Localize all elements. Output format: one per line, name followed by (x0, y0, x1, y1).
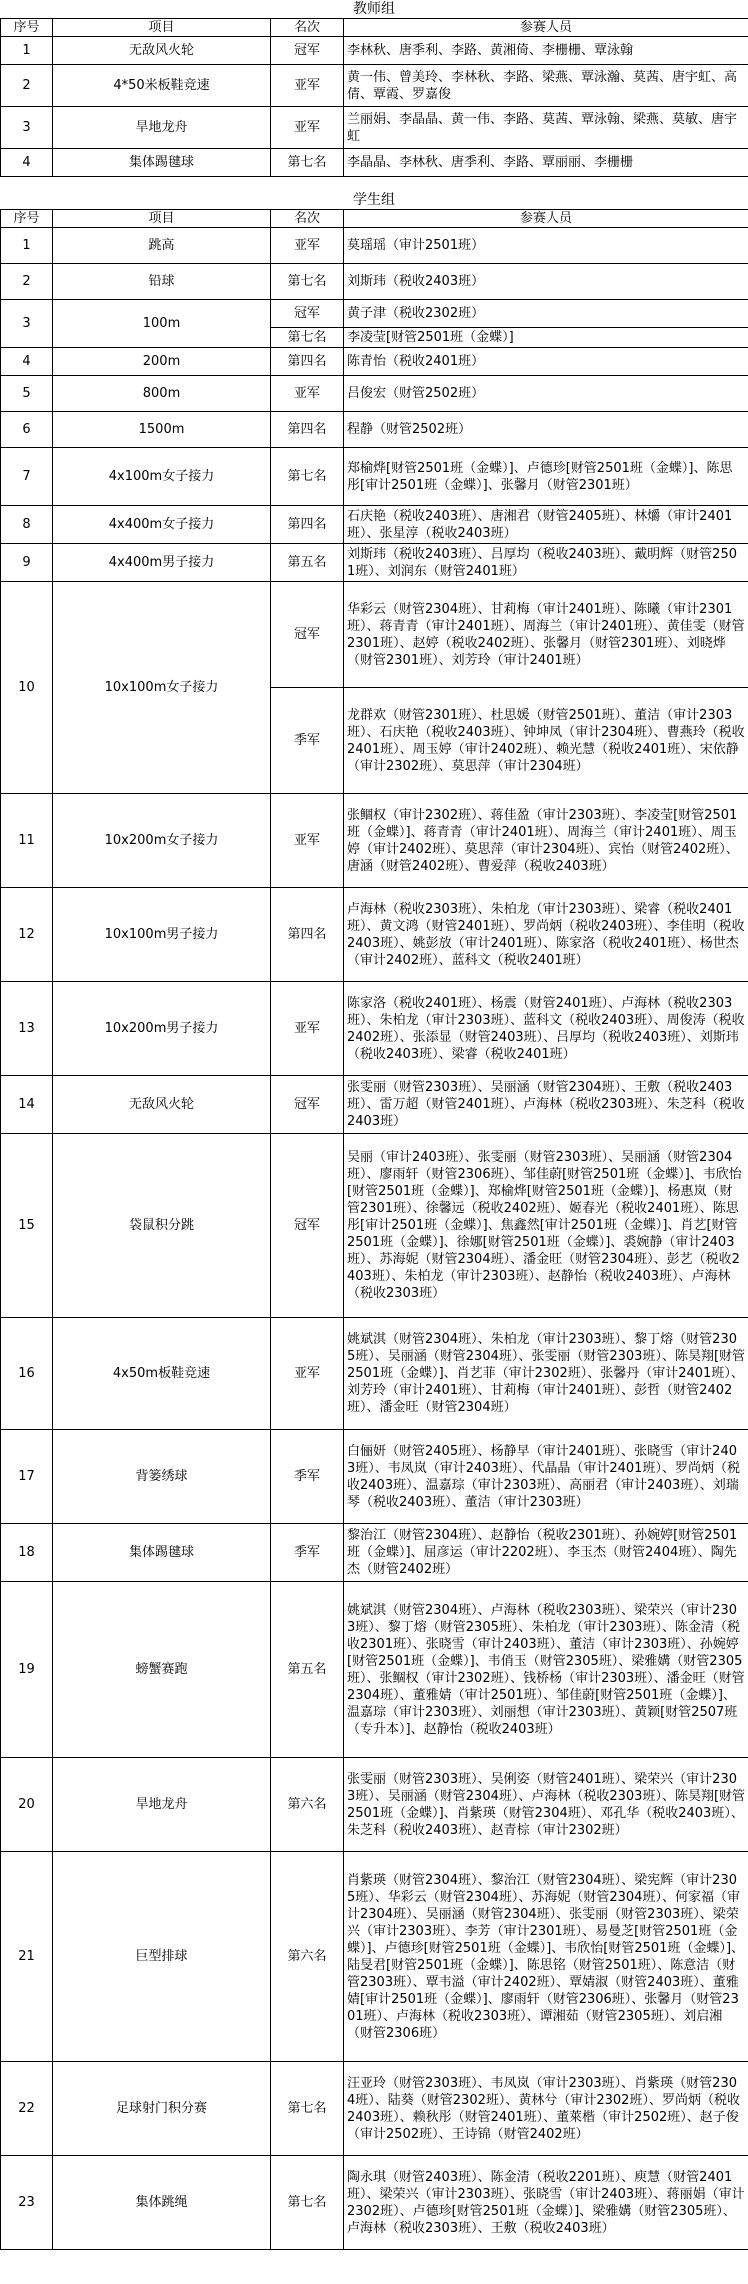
cell-rank: 第六名 (271, 1852, 344, 2062)
table-row (1, 348, 748, 376)
cell-no: 15 (1, 1134, 53, 1318)
cell-rank: 第五名 (271, 1582, 344, 1758)
cell-members: 郑榆烨[财管2501班（金蝶）]、卢德珍[财管2501班（金蝶）]、陈思彤[审计2501班（金蝶）]、张馨月（财管2301班） (344, 448, 748, 506)
cell-rank: 第七名 (271, 328, 344, 348)
cell-no: 20 (1, 1758, 53, 1852)
cell-item: 背篓绣球 (53, 1430, 271, 1524)
cell-item: 集体跳绳 (53, 2156, 271, 2250)
header-members: 参赛人员 (344, 210, 748, 228)
cell-rank: 第五名 (271, 544, 344, 582)
cell-members: 姚斌淇（财管2304班）、朱柏龙（审计2303班）、黎丁熔（财管2305班）、吴丽涵（财管2304班）、张雯丽（财管2303班）、陈昊翔[财管2501班（金蝶）]、肖艺菲（审计2302班）、张馨丹（审计2401班）、刘芳玲（审计2401班）、甘莉梅（审计2401班）、彭哲（财管2402班）、潘金旺（财管2304班） (344, 1318, 748, 1430)
cell-members: 张雯丽（财管2303班）、吴俐姿（财管2401班）、梁荣兴（审计2303班）、吴丽涵（财管2304班）、卢海林（税收2303班）、陈昊翔[财管2501班（金蝶）]、肖紫瑛（财管2304班）、邓孔华（税收2403班）、朱芝科（税收2403班）、赵青棕（审计2302班） (344, 1758, 748, 1852)
cell-members: 汪亚玲（财管2303班）、韦凤岚（审计2303班）、肖紫瑛（财管2304班）、陆葵（财管2302班）、黄林兮（审计2302班）、罗尚炳（税收2403班）、赖秋彤（财管2401班）、董萊楷（审计2502班）、赵子俊（审计2502班）、王诗锦（财管2402班） (344, 2062, 748, 2156)
cell-members: 陈家洛（税收2401班）、杨震（财管2401班）、卢海林（税收2303班）、朱柏龙（审计2303班）、蓝科文（税收2403班）、周俊涛（税收2402班）、张添显（财管2403班）、吕厚均（税收2403班）、刘斯玮（税收2403班）、梁睿（税收2401班） (344, 982, 748, 1076)
cell-members: 黎治江（财管2304班）、赵静怡（税收2301班）、孙婉婷[财管2501班（金蝶）]、屈彦运（审计2202班）、李玉杰（财管2404班）、陶先杰（财管2402班） (344, 1524, 748, 1582)
cell-no: 23 (1, 2156, 53, 2250)
cell-members: 吴丽（审计2403班）、张雯丽（财管2303班）、吴丽涵（财管2304班）、廖雨轩（财管2306班）、邹佳蔚[财管2501班（金蝶）]、韦欣怡[财管2501班（金蝶）]、郑榆烨[财管2501班（金蝶）]、杨惠岚（财管2301班）、徐馨远（税收2402班）、姬春光（税收2401班）、陈思彤[审计2501班（金蝶）]、焦鑫然[审计2501班（金蝶）]、肖艺[财管2501班（金蝶）]、徐娜[财管2501班（金蝶）]、裘婉静（审计2403班）、苏海妮（财管2304班）、潘金旺（财管2304班）、彭艺（税收2403班）、朱柏龙（审计2303班）、赵静怡（税收2403班）、卢海林（税收2303班） (344, 1134, 748, 1318)
cell-members: 刘斯玮（税收2403班） (344, 264, 748, 300)
table-row (1, 228, 748, 264)
teacher-group-title: 教师组 (353, 1, 395, 17)
cell-item: 10x100m男子接力 (53, 888, 271, 982)
cell-item: 100m (53, 300, 271, 348)
cell-rank: 季军 (271, 688, 344, 794)
table-row (1, 794, 748, 888)
table-row (1, 544, 748, 582)
table-row (1, 1076, 748, 1134)
cell-no: 4 (1, 348, 53, 376)
teacher-table (0, 18, 748, 177)
cell-no: 14 (1, 1076, 53, 1134)
cell-no: 12 (1, 888, 53, 982)
cell-item: 无敌风火轮 (53, 1076, 271, 1134)
header-no: 序号 (1, 210, 53, 228)
cell-rank: 冠军 (271, 300, 344, 328)
cell-item: 铅球 (53, 264, 271, 300)
table-row (1, 506, 748, 544)
cell-item: 旱地龙舟 (53, 107, 271, 149)
table-row (1, 1852, 748, 2062)
cell-no: 7 (1, 448, 53, 506)
cell-rank: 第四名 (271, 506, 344, 544)
cell-no: 8 (1, 506, 53, 544)
table-row (1, 107, 748, 149)
header-rank: 名次 (271, 19, 344, 37)
cell-members: 龙群欢（财管2301班）、杜思媛（财管2501班）、董洁（审计2303班）、石庆艳（税收2403班）、钟坤凤（审计2304班）、曹燕玲（税收2401班）、周玉婷（审计2402班）、赖光慧（税收2401班）、宋依静（审计2302班）、莫思萍（审计2304班） (344, 688, 748, 794)
cell-item: 袋鼠积分跳 (53, 1134, 271, 1318)
table-row (1, 1758, 748, 1852)
header-no: 序号 (1, 19, 53, 37)
cell-item: 足球射门积分赛 (53, 2062, 271, 2156)
header-rank: 名次 (271, 210, 344, 228)
cell-no: 3 (1, 107, 53, 149)
cell-no: 10 (1, 582, 53, 794)
cell-no: 2 (1, 264, 53, 300)
cell-rank: 第七名 (271, 2062, 344, 2156)
table-row (1, 982, 748, 1076)
cell-rank: 第七名 (271, 448, 344, 506)
cell-members: 刘斯玮（税收2403班）、吕厚均（税收2403班）、戴明辉（财管2501班）、刘润东（财管2401班） (344, 544, 748, 582)
cell-rank: 亚军 (271, 228, 344, 264)
teacher-header-row (1, 19, 748, 37)
table-row (1, 1582, 748, 1758)
cell-members: 卢海林（税收2303班）、朱柏龙（审计2303班）、梁睿（税收2401班）、黄文鸿（财管2401班）、罗尚炳（税收2403班）、李佳明（税收2403班）、姚彭放（审计2401班）、陈家洛（税收2401班）、杨世杰（审计2402班）、蓝科文（税收2401班） (344, 888, 748, 982)
cell-no: 13 (1, 982, 53, 1076)
cell-no: 19 (1, 1582, 53, 1758)
table-row (1, 582, 748, 688)
cell-members: 肖紫瑛（财管2304班）、黎治江（财管2304班）、梁宪辉（审计2305班）、华彩云（财管2304班）、苏海妮（财管2304班）、何家福（审计2304班）、吴丽涵（财管2304班）、张雯丽（财管2303班）、梁荣兴（审计2303班）、李芳（审计2301班）、易曼芝[财管2501班（金蝶）]、卢德珍[财管2501班（金蝶）]、韦欣怡[财管2501班（金蝶）]、陆旻君[财管2501班（金蝶）]、陈思铭（财管2501班）、陈意洁（财管2303班）、覃韦溢（审计2402班）、覃婧淑（财管2403班）、董雅婧[审计2501班（金蝶）]、廖雨轩（财管2306班）、张馨月（财管2301班）、卢海林（税收2303班）、谭湘茹（财管2305班）、刘启湘（财管2306班） (344, 1852, 748, 2062)
cell-no: 1 (1, 37, 53, 65)
cell-no: 11 (1, 794, 53, 888)
cell-item: 集体踢毽球 (53, 1524, 271, 1582)
cell-no: 17 (1, 1430, 53, 1524)
cell-members: 吕俊宏（财管2502班） (344, 376, 748, 412)
cell-members: 李凌莹[财管2501班（金蝶）] (344, 328, 748, 348)
cell-item: 800m (53, 376, 271, 412)
cell-no: 5 (1, 376, 53, 412)
cell-members: 黄子津（税收2302班） (344, 300, 748, 328)
cell-members: 兰丽娟、李晶晶、黄一伟、李路、莫茜、覃泳翰、梁燕、莫敏、唐宇虹 (344, 107, 748, 149)
cell-rank: 第七名 (271, 2156, 344, 2250)
table-row (1, 37, 748, 65)
cell-rank: 第四名 (271, 348, 344, 376)
cell-members: 程静（财管2502班） (344, 412, 748, 448)
cell-members: 姚斌淇（财管2304班）、卢海林（税收2303班）、梁荣兴（审计2303班）、黎丁熔（财管2305班）、朱柏龙（审计2303班）、陈金清（税收2301班）、张晓雪（审计2403班）、董洁（审计2303班）、孙婉婷[财管2501班（金蝶）]、韦俏玉（财管2305班）、梁雅媾（财管2305班）、张鲴权（审计2302班）、钱桥杨（审计2303班）、潘金旺（财管2304班）、董雅婧（审计2501班）、邹佳蔚[财管2501班（金蝶）]、温嘉琮（审计2303班）、刘丽想（审计2303班）、黄颖[财管2507班（专升本）]、赵静怡（税收2403班） (344, 1582, 748, 1758)
cell-members: 张雯丽（财管2303班）、吴丽涵（财管2304班）、王敷（税收2403班）、雷万超（财管2401班）、卢海林（税收2303班）、朱芝科（税收2403班） (344, 1076, 748, 1134)
cell-item: 4*50米板鞋竞速 (53, 65, 271, 107)
cell-members: 陈青怡（税收2401班） (344, 348, 748, 376)
cell-item: 4x50m板鞋竞速 (53, 1318, 271, 1430)
table-row (1, 1524, 748, 1582)
cell-rank: 亚军 (271, 982, 344, 1076)
cell-item: 跳高 (53, 228, 271, 264)
cell-rank: 第七名 (271, 149, 344, 177)
cell-members: 陶永琪（财管2403班）、陈金清（税收2201班）、庾慧（财管2401班）、梁荣兴（审计2303班）、张晓雪（审计2403班）、蒋丽娟（审计2302班）、卢德珍[财管2501班（金蝶）]、梁雅媾（财管2305班）、卢海林（税收2303班）、王敷（税收2403班） (344, 2156, 748, 2250)
table-row (1, 264, 748, 300)
student-group-title: 学生组 (353, 192, 395, 208)
cell-rank: 亚军 (271, 376, 344, 412)
cell-no: 18 (1, 1524, 53, 1582)
cell-members: 白俪妍（财管2405班）、杨静早（审计2401班）、张晓雪（审计2403班）、韦凤岚（审计2403班）、代晶晶（审计2401班）、罗尚炳（税收2403班）、温嘉琮（审计2303班）、高丽君（审计2403班）、刘瑞琴（税收2403班）、董洁（审计2303班） (344, 1430, 748, 1524)
table-row (1, 65, 748, 107)
table-row (1, 448, 748, 506)
table-row (1, 412, 748, 448)
cell-no: 21 (1, 1852, 53, 2062)
cell-rank: 季军 (271, 1430, 344, 1524)
cell-item: 1500m (53, 412, 271, 448)
cell-item: 10x200m男子接力 (53, 982, 271, 1076)
cell-members: 李晶晶、李林秋、唐季利、李路、覃丽丽、李栅栅 (344, 149, 748, 177)
header-item: 项目 (53, 210, 271, 228)
header-members: 参赛人员 (344, 19, 748, 37)
cell-item: 10x100m女子接力 (53, 582, 271, 794)
table-row (1, 1318, 748, 1430)
cell-no: 3 (1, 300, 53, 348)
cell-members: 张鲴权（审计2302班）、蒋佳盈（审计2303班）、李凌莹[财管2501班（金蝶）]、蒋青青（审计2401班）、周海兰（审计2401班）、周玉婷（审计2402班）、莫思萍（审计2304班）、宾怡（财管2402班）、唐涵（财管2402班）、曹爱萍（税收2403班） (344, 794, 748, 888)
cell-rank: 冠军 (271, 582, 344, 688)
table-row (1, 2062, 748, 2156)
cell-rank: 亚军 (271, 1318, 344, 1430)
cell-item: 无敌风火轮 (53, 37, 271, 65)
cell-rank: 季军 (271, 1524, 344, 1582)
cell-item: 200m (53, 348, 271, 376)
cell-rank: 冠军 (271, 1134, 344, 1318)
cell-rank: 亚军 (271, 65, 344, 107)
cell-no: 9 (1, 544, 53, 582)
cell-item: 4x400m女子接力 (53, 506, 271, 544)
cell-members: 石庆艳（税收2403班）、唐湘君（财管2405班）、林爝（审计2401班）、张星淳（税收2403班） (344, 506, 748, 544)
header-item: 项目 (53, 19, 271, 37)
student-table (0, 209, 748, 2250)
cell-members: 华彩云（财管2304班）、甘莉梅（审计2401班）、陈曦（审计2301班）、蒋青青（审计2401班）、周海兰（审计2401班）、黄佳雯（财管2301班）、赵婷（税收2402班）、张馨月（财管2301班）、刘晓烨（财管2301班）、刘芳玲（审计2401班） (344, 582, 748, 688)
cell-no: 1 (1, 228, 53, 264)
cell-item: 4x400m男子接力 (53, 544, 271, 582)
student-header-row (1, 210, 748, 228)
cell-no: 4 (1, 149, 53, 177)
table-row (1, 2156, 748, 2250)
cell-item: 集体踢毽球 (53, 149, 271, 177)
cell-item: 巨型排球 (53, 1852, 271, 2062)
cell-rank: 第四名 (271, 888, 344, 982)
cell-rank: 冠军 (271, 1076, 344, 1134)
table-row (1, 376, 748, 412)
cell-item: 旱地龙舟 (53, 1758, 271, 1852)
cell-members: 李林秋、唐季利、李路、黄湘倚、李栅栅、覃泳翰 (344, 37, 748, 65)
cell-no: 16 (1, 1318, 53, 1430)
cell-members: 莫瑶瑶（审计2501班） (344, 228, 748, 264)
cell-rank: 冠军 (271, 37, 344, 65)
cell-item: 4x100m女子接力 (53, 448, 271, 506)
table-row (1, 300, 748, 328)
cell-item: 10x200m女子接力 (53, 794, 271, 888)
cell-item: 螃蟹赛跑 (53, 1582, 271, 1758)
cell-rank: 亚军 (271, 107, 344, 149)
cell-rank: 第六名 (271, 1758, 344, 1852)
cell-rank: 第七名 (271, 264, 344, 300)
cell-members: 黄一伟、曾美玲、李林秋、李路、梁燕、覃泳瀚、莫茜、唐宇虹、高倩、覃霞、罗嘉俊 (344, 65, 748, 107)
table-row (1, 1134, 748, 1318)
cell-no: 22 (1, 2062, 53, 2156)
table-row (1, 1430, 748, 1524)
cell-rank: 第四名 (271, 412, 344, 448)
table-row (1, 888, 748, 982)
cell-rank: 亚军 (271, 794, 344, 888)
cell-no: 6 (1, 412, 53, 448)
table-row (1, 149, 748, 177)
cell-no: 2 (1, 65, 53, 107)
